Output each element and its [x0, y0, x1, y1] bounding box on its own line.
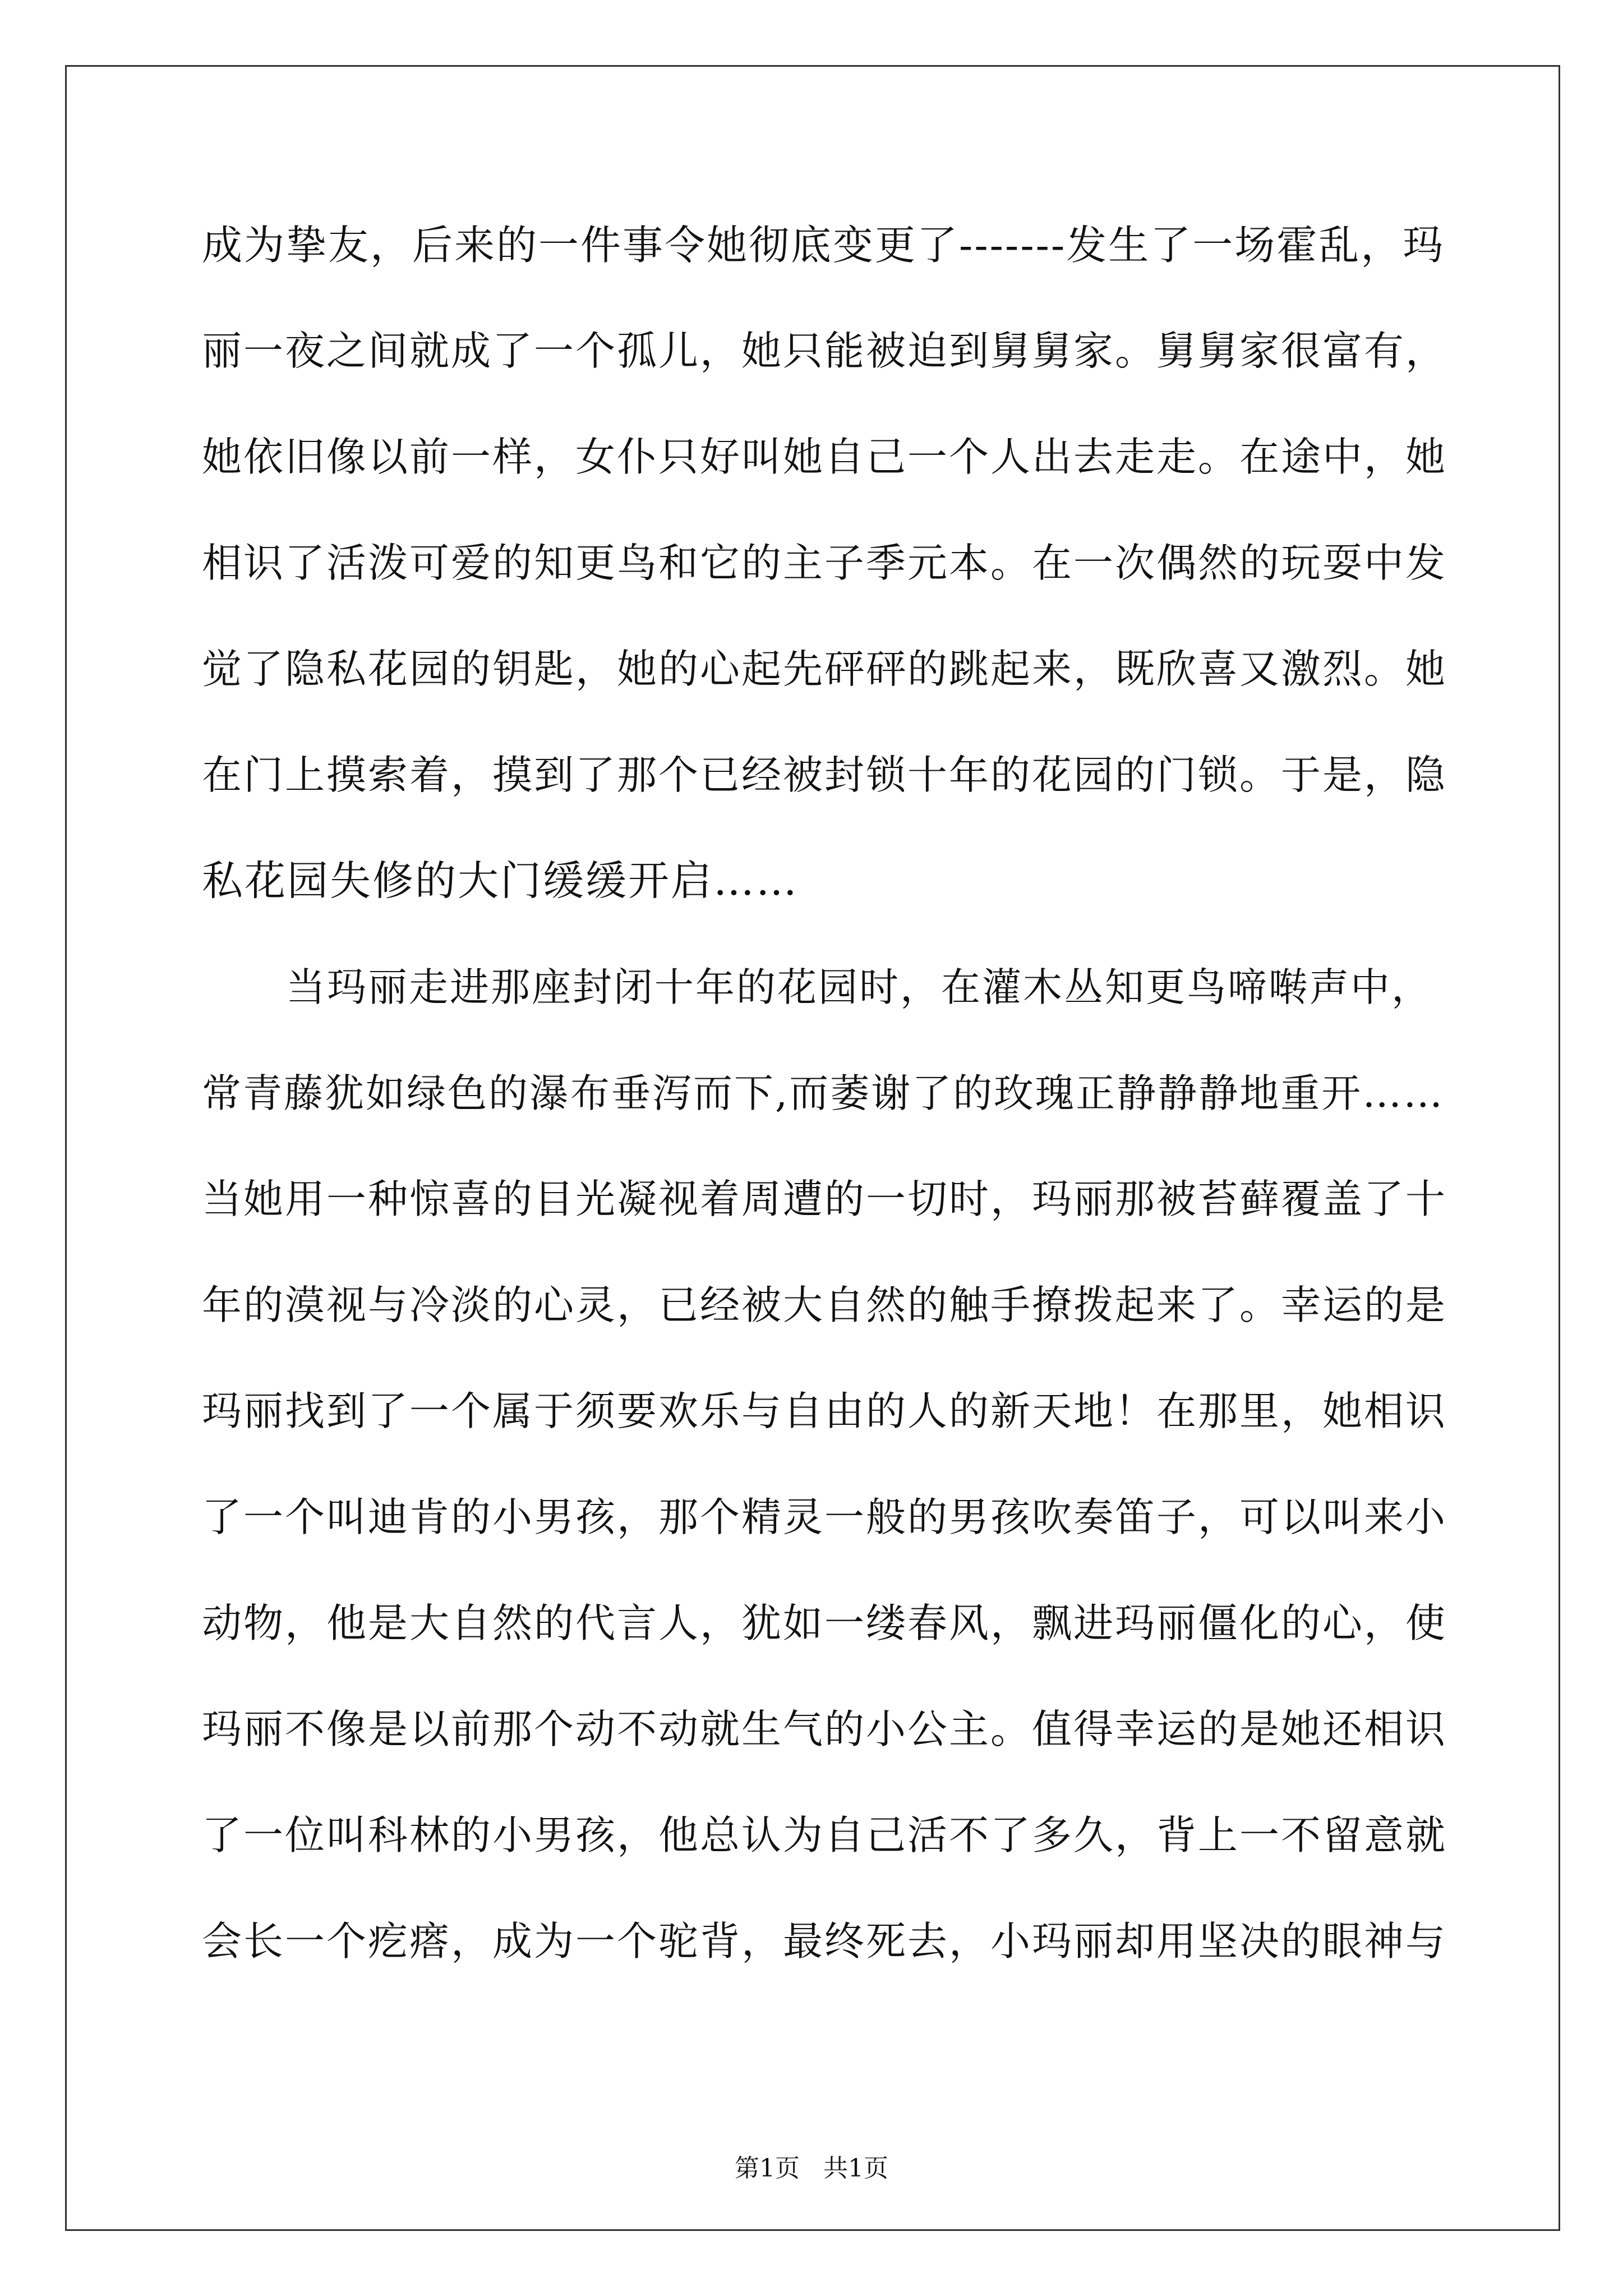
body-line-12: 玛丽找到了一个属于须要欢乐与自由的人的新天地！在那里，她相识 — [202, 1388, 1447, 1434]
body-line-16: 了一位叫科林的小男孩，他总认为自己活不了多久，背上一不留意就 — [202, 1812, 1447, 1858]
body-line-2: 丽一夜之间就成了一个孤儿，她只能被迫到舅舅家。舅舅家很富有， — [202, 328, 1447, 374]
body-line-4: 相识了活泼可爱的知更鸟和它的主子季元本。在一次偶然的玩耍中发 — [202, 540, 1447, 586]
body-line-14: 动物，他是大自然的代言人，犹如一缕春风，飘进玛丽僵化的心，使 — [202, 1600, 1447, 1646]
body-line-15: 玛丽不像是以前那个动不动就生气的小公主。值得幸运的是她还相识 — [202, 1706, 1447, 1752]
body-line-3: 她依旧像以前一样，女仆只好叫她自己一个人出去走走。在途中，她 — [202, 434, 1447, 480]
body-line-5: 觉了隐私花园的钥匙，她的心起先砰砰的跳起来，既欣喜又激烈。她 — [202, 646, 1447, 692]
body-line-7: 私花园失修的大门缓缓开启…… — [202, 857, 799, 905]
page-number-footer: 第1页 共1页 — [735, 2154, 888, 2183]
page-border — [65, 65, 1560, 2231]
body-line-6: 在门上摸索着，摸到了那个已经被封锁十年的花园的门锁。于是，隐 — [202, 752, 1447, 798]
paragraph-first-line: 当玛丽走进那座封闭十年的花园时，在灌木丛知更鸟啼啭声中， — [286, 964, 1432, 1010]
body-line-13: 了一个叫迪肯的小男孩，那个精灵一般的男孩吹奏笛子，可以叫来小 — [202, 1494, 1447, 1540]
body-line-17: 会长一个疙瘩，成为一个驼背，最终死去，小玛丽却用坚决的眼神与 — [202, 1918, 1447, 1964]
body-line-1: 成为挚友，后来的一件事令她彻底变更了-------发生了一场霍乱，玛 — [202, 222, 1445, 269]
body-line-9: 常青藤犹如绿色的瀑布垂泻而下,而萎谢了的玫瑰正静静静地重开…… — [202, 1070, 1445, 1116]
body-line-11: 年的漠视与冷淡的心灵，已经被大自然的触手撩拨起来了。幸运的是 — [202, 1282, 1447, 1328]
body-line-10: 当她用一种惊喜的目光凝视着周遭的一切时，玛丽那被苔藓覆盖了十 — [202, 1176, 1447, 1222]
